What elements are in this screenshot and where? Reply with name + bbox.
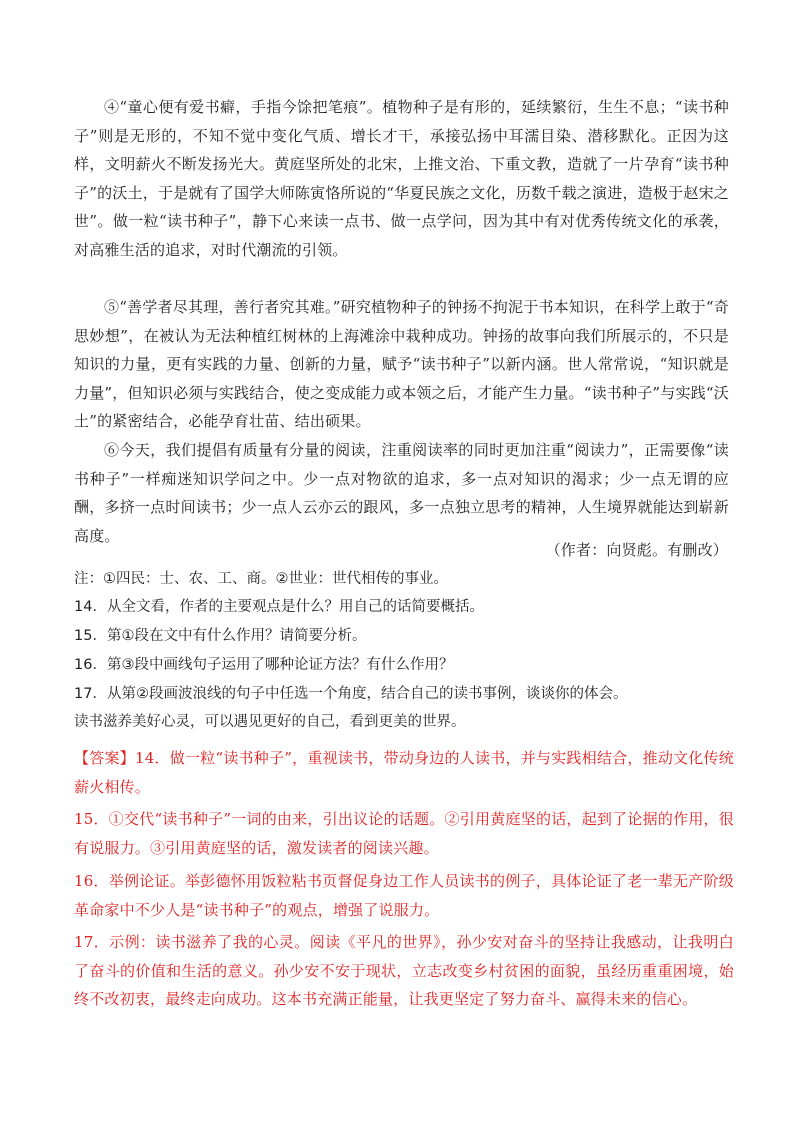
answer-label: 【答案】 <box>74 749 135 767</box>
answer-17: 17．示例：读书滋养了我的心灵。阅读《平凡的世界》，孙少安对奋斗的坚持让我感动，让我明白了奋斗的价值和生活的意义。孙少安不安于现状，立志改变乡村贫困的面貌，虽经历重重困境，始终不改初衷，最终走向成功。这本书充满正能量，让我更坚定了努力奋斗、赢得未来的信心。 <box>74 933 734 1008</box>
answer-14-text: 14．做一粒“读书种子”，重视读书，带动身边的人读书，并与实践相结合，推动文化传统薪火相传。 <box>74 749 734 796</box>
paragraph-5: ⑤“善学者尽其理，善行者究其难。”研究植物种子的钟扬不拘泥于书本知识，在科学上敢于“奇思妙想”，在被认为无法种植红树林的上海滩涂中栽种成功。钟扬的故事向我们所展示的，不只是知识的力量，更有实践的力量、创新的力量，赋予“读书种子”以新内涵。世人常常说，“知识就是力量”，但知识必须与实践结合，使之变成能力或本领之后，才能产生力量。“读书种子”与实践“沃土”的紧密结合，必能孕育壮苗、结出硕果。 <box>74 298 729 430</box>
paragraph-4: ④“童心便有爱书癖，手指今馀把笔痕”。植物种子是有形的，延续繁衍，生生不息；“读书种子”则是无形的，不知不觉中变化气质、增长才干，承接弘扬中耳濡目染、潜移默化。正因为这样，文明薪火不断发扬光大。黄庭坚所处的北宋，上推文治、下重文教，造就了一片孕育“读书种子”的沃土，于是就有了国学大师陈寅恪所说的“华夏民族之文化，历数千载之演进，造极于赵宋之世”。做一粒“读书种子”，静下心来读一点书、做一点学问，因为其中有对优秀传统文化的承袭，对高雅生活的追求，对时代潮流的引领。 <box>74 98 729 259</box>
question-17: 17．从第②段画波浪线的句子中任选一个角度，结合自己的读书事例，谈谈你的体会。 <box>74 686 628 702</box>
answer-14 <box>74 744 734 801</box>
answer-15: 15．①交代“读书种子”一词的由来，引出议论的话题。②引用黄庭坚的话，起到了论据的作用，很有说服力。③引用黄庭坚的话，激发读者的阅读兴趣。 <box>74 810 734 857</box>
article-source: （作者：向贤彪。有删改） <box>545 541 728 559</box>
paragraph-6: ⑥今天，我们提倡有质量有分量的阅读，注重阅读率的同时更加注重“阅读力”，正需要像“读书种子”一样痴迷知识学问之中。少一点对物欲的追求，多一点对知识的渴求；少一点无谓的应酬，多挤一点时间读书；少一点人云亦云的跟风，多一点独立思考的精神，人生境界就能达到崭新高度。 <box>74 441 729 545</box>
answer-16: 16．举例论证。举彭德怀用饭粒粘书页督促身边工作人员读书的例子，具体论证了老一辈无产阶级革命家中不少人是“读书种子”的观点，增强了说服力。 <box>74 872 734 919</box>
question-14: 14．从全文看，作者的主要观点是什么？用自己的话简要概括。 <box>74 599 484 615</box>
notes: 注：①四民：士、农、工、商。②世业：世代相传的事业。 <box>74 571 448 587</box>
question-15: 15．第①段在文中有什么作用？请简要分析。 <box>74 628 367 644</box>
wavy-sentence: 读书滋养美好心灵，可以遇见更好的自己，看到更美的世界。 <box>74 714 466 730</box>
question-16: 16．第③段中画线句子运用了哪种论证方法？有什么作用？ <box>74 657 454 673</box>
